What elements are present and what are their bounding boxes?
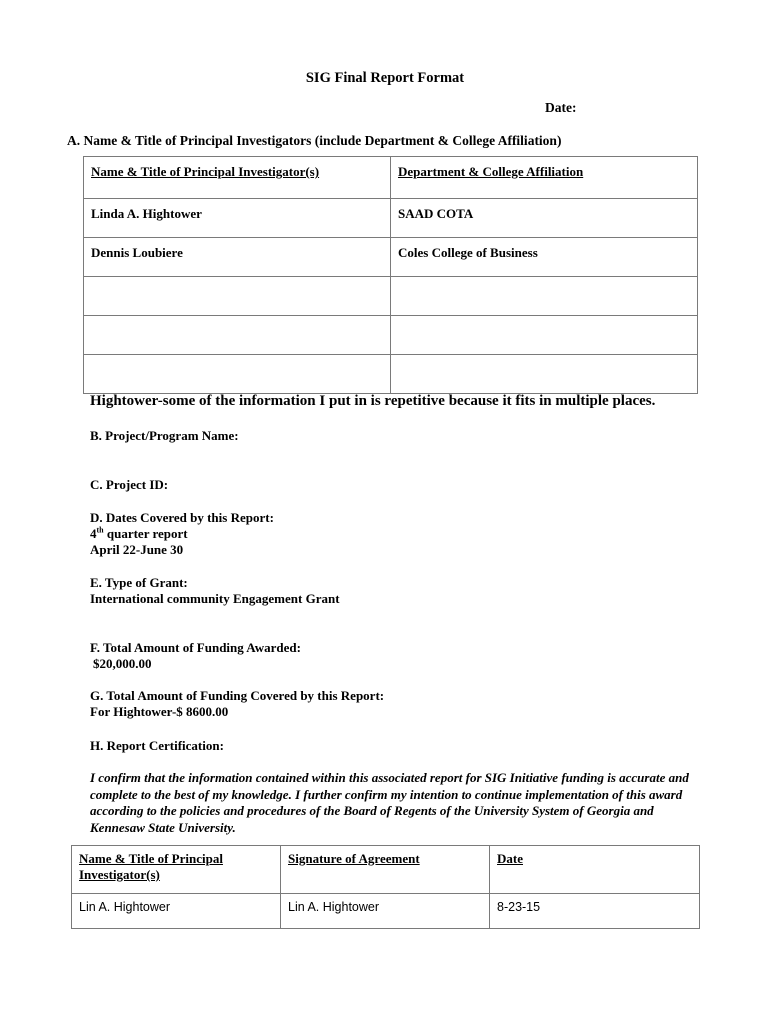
funding-awarded-value: $20,000.00	[93, 656, 152, 671]
quarter-report-value	[90, 526, 274, 542]
dates-covered-block	[90, 510, 274, 558]
project-id-label: C. Project ID:	[90, 477, 169, 492]
header-date-label: Date	[497, 851, 523, 866]
document-title: SIG Final Report Format	[305, 70, 465, 86]
investigator-name-cell: Dennis Loubiere	[84, 238, 391, 277]
dates-covered-label: D. Dates Covered by this Report:	[90, 510, 274, 525]
funding-awarded-block	[90, 640, 301, 672]
date-range-value: April 22-June 30	[90, 542, 184, 557]
table-row	[84, 277, 698, 316]
header-name-cell	[84, 157, 391, 199]
funding-covered-label: G. Total Amount of Funding Covered by this Report:	[90, 688, 385, 703]
signer-name-cell: Lin A. Hightower	[72, 894, 281, 929]
investigator-name-cell	[84, 316, 391, 355]
investigator-name-cell: Linda A. Hightower	[84, 199, 391, 238]
project-name-label: B. Project/Program Name:	[90, 428, 239, 443]
investigators-table	[83, 156, 698, 394]
header-name-label: Name & Title of Principal Investigator(s)	[91, 164, 320, 179]
signature-cell: Lin A. Hightower	[281, 894, 490, 929]
report-certification-label: H. Report Certification:	[90, 738, 224, 753]
table-row	[84, 199, 698, 238]
investigator-dept-cell	[391, 355, 698, 394]
table-header-row	[72, 846, 700, 894]
quarter-text: quarter report	[103, 526, 188, 541]
header-name-cell	[72, 846, 281, 894]
signature-date-cell: 8-23-15	[490, 894, 700, 929]
quarter-number: 4	[90, 526, 97, 541]
signature-table	[71, 845, 700, 929]
investigator-dept-cell: Coles College of Business	[391, 238, 698, 277]
funding-awarded-label: F. Total Amount of Funding Awarded:	[90, 640, 301, 655]
header-dept-cell	[391, 157, 698, 199]
investigator-name-cell	[84, 277, 391, 316]
quarter-suffix: th	[96, 525, 104, 535]
grant-type-block	[90, 575, 340, 607]
table-row	[72, 894, 700, 929]
investigator-dept-cell: SAAD COTA	[391, 199, 698, 238]
table-header-row	[84, 157, 698, 199]
grant-type-label: E. Type of Grant:	[90, 575, 188, 590]
header-name-label: Name & Title of Principal Investigator(s)	[79, 851, 223, 882]
header-signature-label: Signature of Agreement	[288, 851, 420, 866]
date-label: Date:	[545, 100, 577, 115]
header-signature-cell	[281, 846, 490, 894]
table-row	[84, 238, 698, 277]
investigator-dept-cell	[391, 316, 698, 355]
funding-covered-block	[90, 688, 384, 720]
grant-type-value: International community Engagement Grant	[90, 591, 340, 606]
certification-statement: I confirm that the information contained within this associated report for SIG Initiative funding is accurate and complete to the best of my knowledge. I further confirm my intention to continue implementation of this award according to the policies and procedures of the Board of Regents of the University System of Georgia and Kennesaw State University.	[90, 770, 689, 835]
header-dept-label: Department & College Affiliation	[398, 164, 584, 179]
header-date-cell	[490, 846, 700, 894]
investigator-name-cell	[84, 355, 391, 394]
table-row	[84, 355, 698, 394]
funding-covered-value: For Hightower-$ 8600.00	[90, 704, 229, 719]
hightower-note: Hightower-some of the information I put in is repetitive because it fits in multiple places.	[90, 393, 656, 409]
section-a-heading: A. Name & Title of Principal Investigators (include Department & College Affiliation)	[67, 133, 562, 148]
investigator-dept-cell	[391, 277, 698, 316]
table-row	[84, 316, 698, 355]
